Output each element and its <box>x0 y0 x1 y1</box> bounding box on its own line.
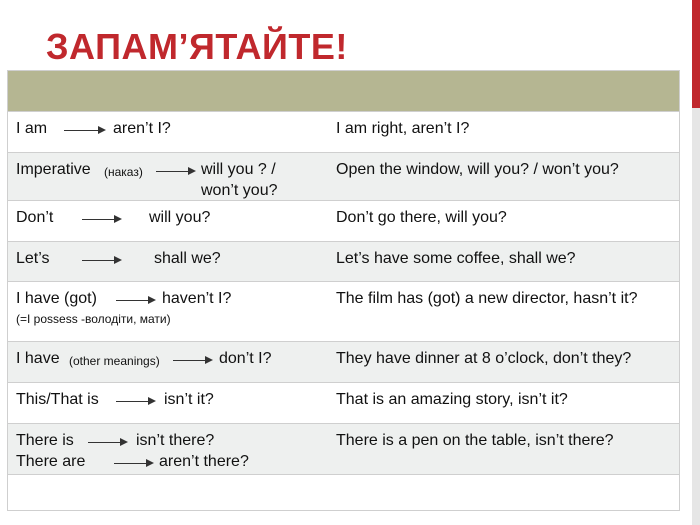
rule-tag: isn’t there? <box>136 432 215 449</box>
rule-subject: Imperative <box>16 161 91 178</box>
table-row <box>8 241 679 281</box>
example-sentence: There is a pen on the table, isn’t there? <box>336 432 614 449</box>
arrow-icon <box>82 209 122 230</box>
rule-tag: isn’t it? <box>164 391 214 408</box>
arrow-icon <box>114 453 154 474</box>
rule-tag: haven’t I? <box>162 290 232 307</box>
arrow-icon <box>82 250 122 271</box>
table-row <box>8 423 679 474</box>
example-sentence: I am right, aren’t I? <box>336 120 470 137</box>
table-row <box>8 200 679 241</box>
arrow-icon <box>88 432 128 453</box>
arrow-icon <box>64 120 106 141</box>
rule-tag: will you ? / <box>201 161 276 178</box>
rule-tag-alt: won’t you? <box>201 182 278 199</box>
table-row <box>8 111 679 152</box>
arrow-icon <box>116 290 156 311</box>
side-shade <box>692 108 700 525</box>
table-row <box>8 152 679 200</box>
rule-subject: Don’t <box>16 209 54 226</box>
example-sentence: Open the window, will you? / won’t you? <box>336 161 619 178</box>
rule-subject: Let’s <box>16 250 50 267</box>
rule-tag: will you? <box>149 209 211 226</box>
table-row <box>8 281 679 341</box>
rule-subject: I am <box>16 120 48 137</box>
example-sentence: They have dinner at 8 o’clock, don’t they? <box>336 350 632 367</box>
rule-subject: I have <box>16 350 60 367</box>
example-sentence: Let’s have some coffee, shall we? <box>336 250 576 267</box>
table-row <box>8 341 679 382</box>
rule-subject: I have (got) <box>16 290 97 307</box>
example-sentence: The film has (got) a new director, hasn’t it? <box>336 290 638 307</box>
table-header <box>8 71 679 111</box>
page-title: ЗАПАМ’ЯТАЙТЕ! <box>46 26 348 67</box>
rule-subject: This/That is <box>16 391 99 408</box>
accent-bar <box>692 0 700 108</box>
rule-note: (=I possess -володіти, мати) <box>16 312 171 326</box>
arrow-icon <box>156 161 196 182</box>
rule-tag-alt: aren’t there? <box>159 453 249 470</box>
rule-subject-alt: There are <box>16 453 86 470</box>
rule-note: (other meanings) <box>69 354 160 368</box>
table-row <box>8 382 679 423</box>
example-sentence: That is an amazing story, isn’t it? <box>336 391 568 408</box>
rule-note: (наказ) <box>104 165 143 179</box>
rule-tag: shall we? <box>154 250 221 267</box>
rule-tag: aren’t I? <box>113 120 171 137</box>
rule-tag: don’t I? <box>219 350 272 367</box>
example-sentence: Don’t go there, will you? <box>336 209 507 226</box>
arrow-icon <box>116 391 156 412</box>
table-row-empty <box>8 474 679 510</box>
question-tags-table <box>7 70 680 511</box>
arrow-icon <box>173 350 213 371</box>
rule-subject: There is <box>16 432 74 449</box>
